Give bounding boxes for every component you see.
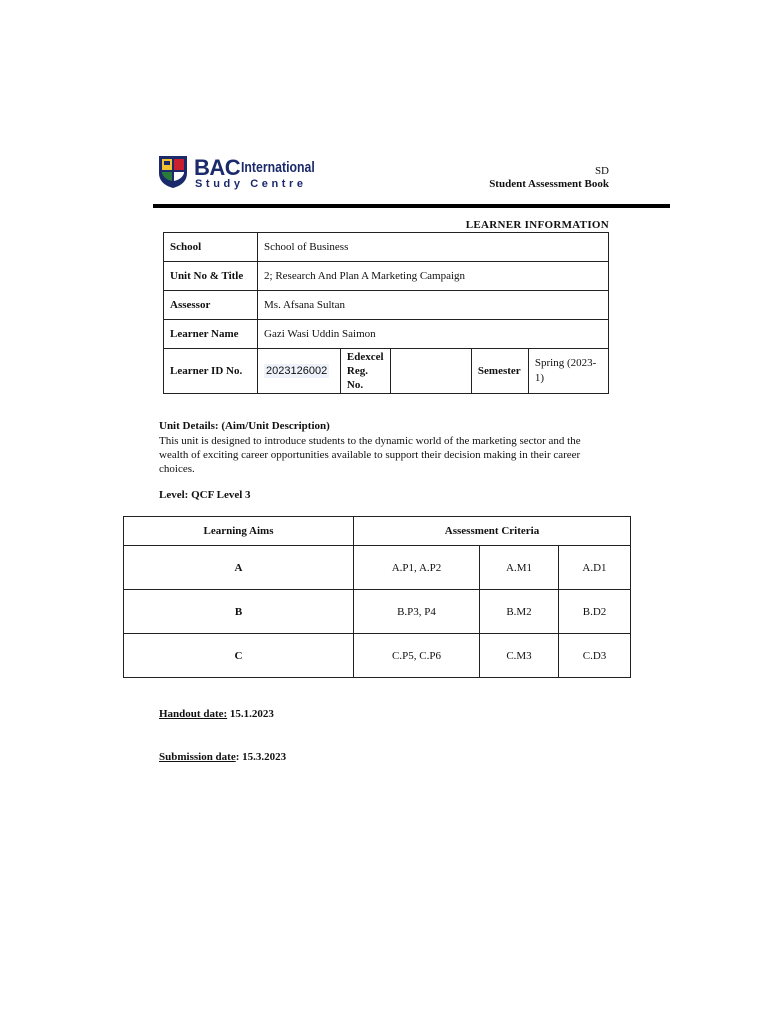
logo-study-centre-text: Study Centre bbox=[195, 178, 307, 190]
distinction-criteria-cell: C.D3 bbox=[559, 634, 631, 678]
level-text: Level: QCF Level 3 bbox=[159, 489, 251, 501]
submission-date bbox=[159, 751, 286, 763]
semester-value: Spring (2023-1) bbox=[528, 349, 608, 394]
header-code: SD bbox=[594, 165, 609, 177]
table-header-row bbox=[124, 517, 631, 546]
unit-details-heading: Unit Details: (Aim/Unit Description) bbox=[159, 420, 330, 432]
aim-cell: C bbox=[124, 634, 354, 678]
distinction-criteria-cell: A.D1 bbox=[559, 546, 631, 590]
handout-date-value: 15.1.2023 bbox=[229, 708, 274, 720]
bac-logo bbox=[158, 155, 315, 193]
distinction-criteria-cell: B.D2 bbox=[559, 590, 631, 634]
merit-criteria-cell: B.M2 bbox=[480, 590, 559, 634]
handout-date bbox=[159, 708, 274, 720]
submission-date-label: Submission date bbox=[159, 751, 236, 763]
table-row bbox=[124, 634, 631, 678]
header-book-title: Student Assessment Book bbox=[489, 178, 609, 190]
school-value: School of Business bbox=[258, 233, 609, 262]
school-label: School bbox=[164, 233, 258, 262]
table-row bbox=[164, 320, 609, 349]
pass-criteria-cell: B.P3, P4 bbox=[354, 590, 480, 634]
table-row bbox=[124, 546, 631, 590]
unit-label: Unit No & Title bbox=[164, 262, 258, 291]
learner-id-value: 2023126002 bbox=[266, 365, 328, 377]
edexcel-label: Edexcel Reg. No. bbox=[340, 349, 390, 394]
submission-date-value: : 15.3.2023 bbox=[235, 751, 287, 763]
learner-info-heading: LEARNER INFORMATION bbox=[465, 219, 609, 231]
semester-label: Semester bbox=[471, 349, 528, 394]
table-row bbox=[124, 590, 631, 634]
aim-cell: A bbox=[124, 546, 354, 590]
aim-cell: B bbox=[124, 590, 354, 634]
logo-international-text: International bbox=[241, 159, 315, 176]
learner-name-label: Learner Name bbox=[164, 320, 258, 349]
table-row bbox=[164, 262, 609, 291]
assessor-label: Assessor bbox=[164, 291, 258, 320]
edexcel-value bbox=[390, 349, 471, 394]
logo-bac-text: BAC bbox=[194, 155, 241, 180]
learner-info-table bbox=[163, 232, 609, 394]
table-row bbox=[164, 291, 609, 320]
header-divider bbox=[153, 204, 670, 208]
unit-value: 2; Research And Plan A Marketing Campaign bbox=[258, 262, 609, 291]
merit-criteria-cell: C.M3 bbox=[480, 634, 559, 678]
pass-criteria-cell: C.P5, C.P6 bbox=[354, 634, 480, 678]
learner-id-cell bbox=[258, 349, 341, 394]
learner-id-label: Learner ID No. bbox=[164, 349, 258, 394]
learning-aims-table bbox=[123, 516, 631, 678]
learner-name-value: Gazi Wasi Uddin Saimon bbox=[258, 320, 609, 349]
assessor-value: Ms. Afsana Sultan bbox=[258, 291, 609, 320]
handout-date-label: Handout date: bbox=[159, 708, 228, 720]
table-row bbox=[164, 233, 609, 262]
unit-details-text: This unit is designed to introduce students to the dynamic world of the marketing sector and the wealth of exciting career opportunities available to support their decision making in their career choices. bbox=[159, 435, 581, 475]
learning-aims-header: Learning Aims bbox=[124, 517, 354, 546]
pass-criteria-cell: A.P1, A.P2 bbox=[354, 546, 480, 590]
shield-logo-icon bbox=[158, 155, 188, 189]
assessment-criteria-header: Assessment Criteria bbox=[354, 517, 631, 546]
table-row bbox=[164, 349, 609, 394]
merit-criteria-cell: A.M1 bbox=[480, 546, 559, 590]
